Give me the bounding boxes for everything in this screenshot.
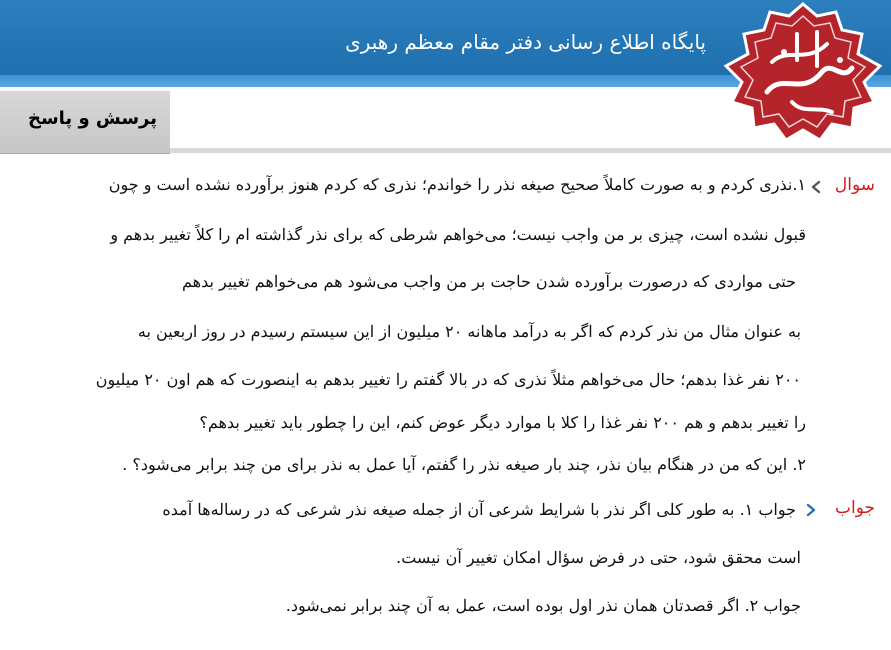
divider-bar bbox=[170, 148, 891, 153]
question-line: ۲. این که من در هنگام بیان نذر، چند بار صیغه نذر را گفتم، آیا عمل به نذر برای من چند برابر می‌شود؟ . bbox=[122, 455, 806, 474]
question-line: ۱.نذری کردم و به صورت کاملاً صحیح صیغه نذر را خواندم؛ نذری که کردم هنوز برآورده نشده است و چون bbox=[108, 175, 806, 194]
answer-line: جواب ۲. اگر قصدتان همان نذر اول بوده است، عمل به آن چند برابر نمی‌شود. bbox=[285, 596, 801, 615]
question-label: سوال bbox=[834, 175, 875, 195]
answer-label: جواب bbox=[834, 498, 875, 518]
chevron-left-icon bbox=[810, 180, 822, 194]
answer-line: جواب ۱. به طور کلی اگر نذر با شرایط شرعی آن از جمله صیغه نذر شرعی که در رساله‌ها آمده bbox=[162, 500, 796, 519]
question-line: ۲۰۰ نفر غذا بدهم؛ حال می‌خواهم مثلاً نذری که در بالا گفتم را تغییر بدهم به اینصورت که هم اون ۲۰ میلیون bbox=[95, 370, 801, 389]
section-title: پرسش و پاسخ bbox=[28, 108, 158, 129]
question-line: قبول نشده است، چیزی بر من واجب نیست؛ می‌خواهم شرطی که برای نذر گذاشته ام را کلاً تغییر بدهم و bbox=[110, 225, 806, 244]
site-title: پایگاه اطلاع رسانی دفتر مقام معظم رهبری bbox=[345, 30, 706, 54]
chevron-right-icon bbox=[805, 503, 817, 517]
answer-line: است محقق شود، حتی در فرض سؤال امکان تغییر آن نیست. bbox=[396, 548, 801, 567]
question-line: حتی مواردی که درصورت برآورده شدن حاجت بر من واجب می‌شود هم می‌خواهم تغییر بدهم bbox=[182, 272, 796, 291]
question-line: را تغییر بدهم و هم ۲۰۰ نفر غذا را کلا با موارد دیگر عوض کنم، این را چطور باید تغییر بدهم؟ bbox=[199, 413, 806, 432]
question-line: به عنوان مثال من نذر کردم که اگر به درآمد ماهانه ۲۰ میلیون از این سیستم رسیدم در روز اربعین به bbox=[137, 322, 801, 341]
calligraphy-seal-logo-icon bbox=[722, 2, 884, 142]
